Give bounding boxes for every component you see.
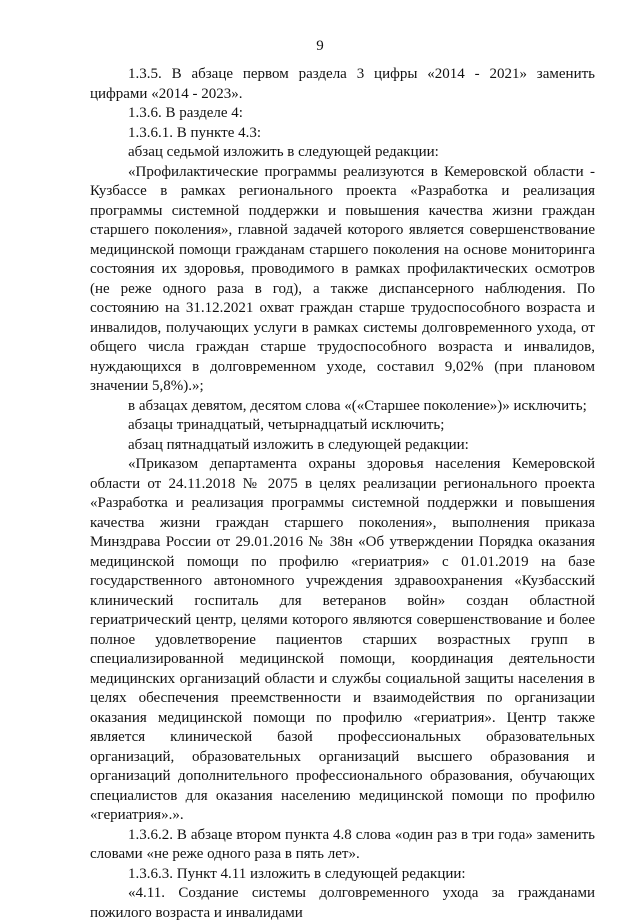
paragraph-1-3-6-1: 1.3.6.1. В пункте 4.3:	[128, 124, 262, 141]
document-body	[90, 65, 595, 923]
paragraph-1-3-6-3: 1.3.6.3. Пункт 4.11 изложить в следующей редакции:	[128, 865, 466, 882]
paragraph-ninth-tenth: в абзацах девятом, десятом слова «(«Старшее поколение»)» исключить;	[128, 397, 587, 414]
paragraph-1-3-5: 1.3.5. В абзаце первом раздела 3 цифры «2014 - 2021» заменить цифрами «2014 - 2023».	[90, 66, 595, 102]
paragraph-1-3-6-2: 1.3.6.2. В абзаце втором пункта 4.8 слова «один раз в три года» заменить словами «не реже одного раза в пять лет».	[90, 826, 595, 862]
page-number: 9	[316, 38, 324, 54]
paragraph-quote-prophylactic: «Профилактические программы реализуются в Кемеровской области - Кузбассе в рамках регионального проекта «Разработка и реализация программы системной поддержки и повышения качества жизни граждан старшего поколения», главной задачей которого является совершенствование медицинской помощи гражданам старшего поколения на основе мониторинга состояния их здоровья, проводимого в рамках профилактических осмотров (не реже одного раза в год), а также диспансерного наблюдения. По состоянию на 31.12.2021 охват граждан старше трудоспособного возраста и инвалидов, получающих услуги в рамках системы долговременного ухода, от общего числа граждан старше трудоспособного возраста и инвалидов, нуждающихся в долговременном уходе, составил 9,02% (при плановом значении 5,8%).»;	[90, 163, 595, 394]
paragraph-instruction-seventh: абзац седьмой изложить в следующей редакции:	[128, 144, 439, 160]
paragraph-thirteenth-fourteenth: абзацы тринадцатый, четырнадцатый исключить;	[128, 417, 445, 433]
paragraph-quote-order: «Приказом департамента охраны здоровья населения Кемеровской области от 24.11.2018 № 2075 в целях реализации регионального проекта «Разработка и реализация программы системной поддержки и повышения качества жизни граждан старшего поколения», выполнения приказа Минздрава России от 29.01.2016 № 38н «Об утверждении Порядка оказания медицинской помощи по профилю «гериатрия» с 01.01.2019 на базе государственного автономного учреждения здравоохранения «Кузбасский клинический госпиталь для ветеранов войн» создан областной гериатрический центр, целями которого являются совершенствование и более полное удовлетворение пациентов старших возрастных групп в специализированной медицинской помощи, координация деятельности медицинских организаций области и службы социальной защиты населения в целях обеспечения преемственности и взаимодействия по организации оказания медицинской помощи по профилю «гериатрия». Центр также является клинической базой профессиональных образовательных организаций, образовательных организаций высшего образования и организаций дополнительного профессионального образования, обучающих специалистов для оказания населению медицинской помощи по профилю «гериатрия».».	[90, 456, 595, 823]
paragraph-1-3-6: 1.3.6. В разделе 4:	[128, 105, 243, 121]
paragraph-quote-4-11: «4.11. Создание системы долговременного ухода за гражданами пожилого возраста и инвалидами	[90, 885, 595, 921]
paragraph-instruction-fifteenth: абзац пятнадцатый изложить в следующей редакции:	[128, 436, 469, 453]
